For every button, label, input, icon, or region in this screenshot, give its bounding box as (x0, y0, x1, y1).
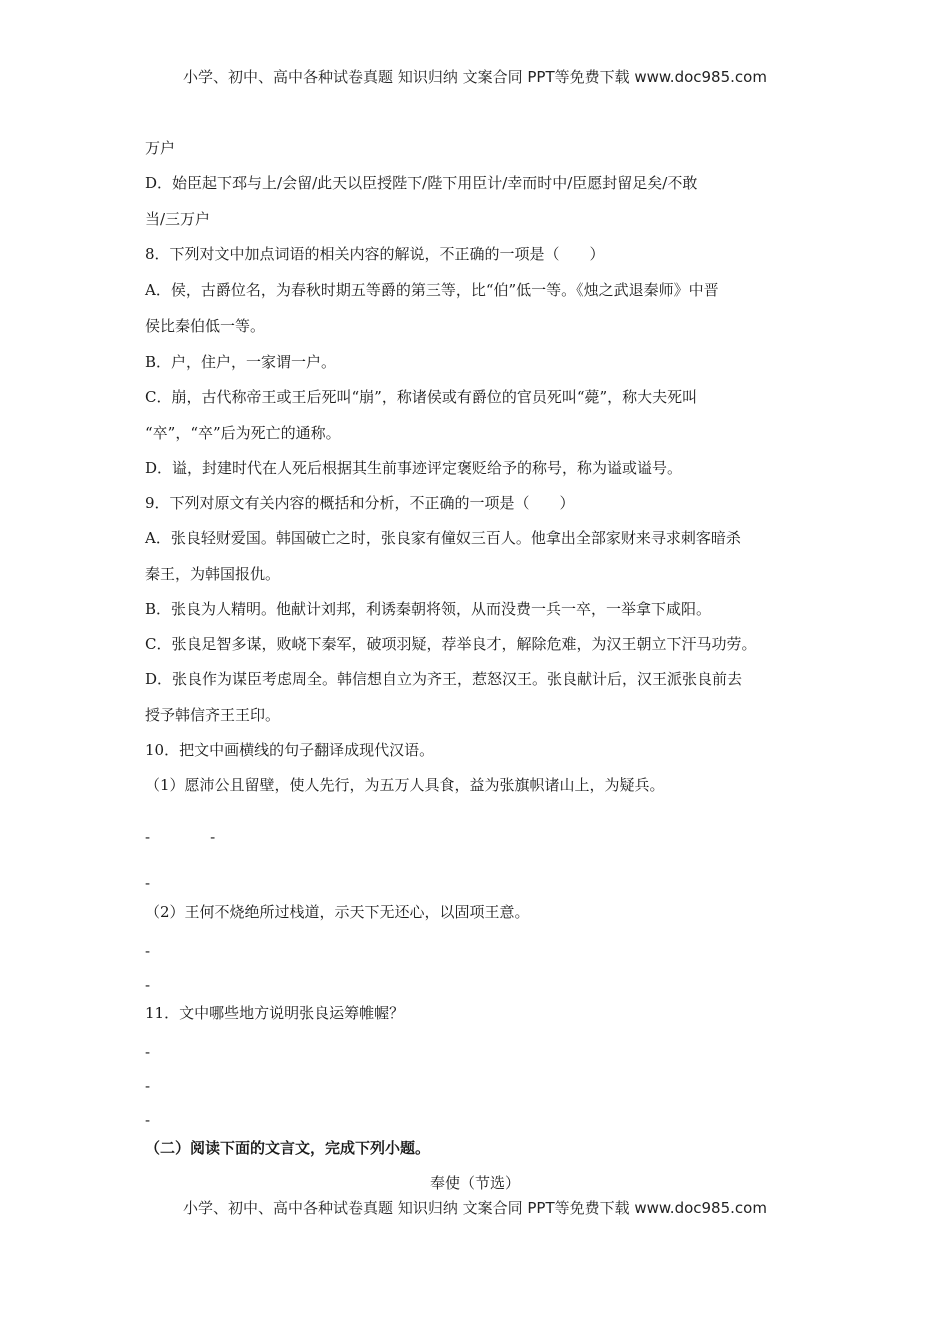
page-footer: 小学、初中、高中各种试卷真题 知识归纳 文案合同 PPT等免费下载 www.doc985.com (183, 1199, 767, 1217)
option-b-line: B．户，住户，一家谓一户。 (145, 353, 337, 371)
text-line: 当/三万户 (145, 210, 211, 228)
answer-blank: - (145, 874, 151, 892)
answer-blank: - (145, 942, 151, 960)
page-header: 小学、初中、高中各种试卷真题 知识归纳 文案合同 PPT等免费下载 www.doc985.com (183, 68, 767, 86)
option-b-line: B．张良为人精明。他献计刘邦，利诱秦朝将领，从而没费一兵一卒，一举拿下咸阳。 (145, 600, 712, 618)
text-line: 万户 (145, 139, 176, 157)
question-10: 10．把文中画横线的句子翻译成现代汉语。 (145, 741, 435, 759)
answer-blank: - (145, 1077, 151, 1095)
option-d-line: D．始臣起下邳与上/会留/此天以臣授陛下/陛下用臣计/幸而时中/臣愿封留足矣/不敢 (145, 174, 698, 192)
answer-blank: - (145, 1111, 151, 1129)
question-9: 9．下列对原文有关内容的概括和分析，不正确的一项是（ ） (145, 494, 575, 512)
answer-blank: - - (145, 828, 216, 846)
sentence-1: （1）愿沛公且留壁，使人先行，为五万人具食，益为张旗帜诸山上，为疑兵。 (145, 776, 665, 794)
answer-blank: - (145, 976, 151, 994)
option-d-line: D．谥，封建时代在人死后根据其生前事迹评定褒贬给予的称号，称为谥或谥号。 (145, 459, 683, 477)
option-c-line: C．崩，古代称帝王或王后死叫“崩”，称诸侯或有爵位的官员死叫“薨”，称大夫死叫 (145, 388, 698, 406)
section-heading: （二）阅读下面的文言文，完成下列小题。 (145, 1139, 431, 1157)
question-11: 11．文中哪些地方说明张良运筹帷幄？ (145, 1004, 405, 1022)
text-line: “卒”，“卒”后为死亡的通称。 (145, 424, 341, 442)
option-d-line: D．张良作为谋臣考虑周全。韩信想自立为齐王，惹怒汉王。张良献计后，汉王派张良前去 (145, 670, 743, 688)
answer-blank: - (145, 1043, 151, 1061)
text-line: 秦王，为韩国报仇。 (145, 565, 281, 583)
option-a-line: A．张良轻财爱国。韩国破亡之时，张良家有僮奴三百人。他拿出全部家财来寻求刺客暗杀 (145, 529, 741, 547)
question-8: 8．下列对文中加点词语的相关内容的解说，不正确的一项是（ ） (145, 245, 605, 263)
sentence-2: （2）王何不烧绝所过栈道，示天下无还心，以固项王意。 (145, 903, 530, 921)
option-c-line: C．张良足智多谋，败峣下秦军，破项羽疑，荐举良才，解除危难，为汉王朝立下汗马功劳。 (145, 635, 757, 653)
passage-title: 奉使（节选） (429, 1174, 520, 1192)
text-line: 授予韩信齐王王印。 (145, 706, 281, 724)
option-a-line: A．侯，古爵位名，为春秋时期五等爵的第三等，比“伯”低一等。《烛之武退秦师》中晋 (145, 281, 719, 299)
text-line: 侯比秦伯低一等。 (145, 317, 266, 335)
